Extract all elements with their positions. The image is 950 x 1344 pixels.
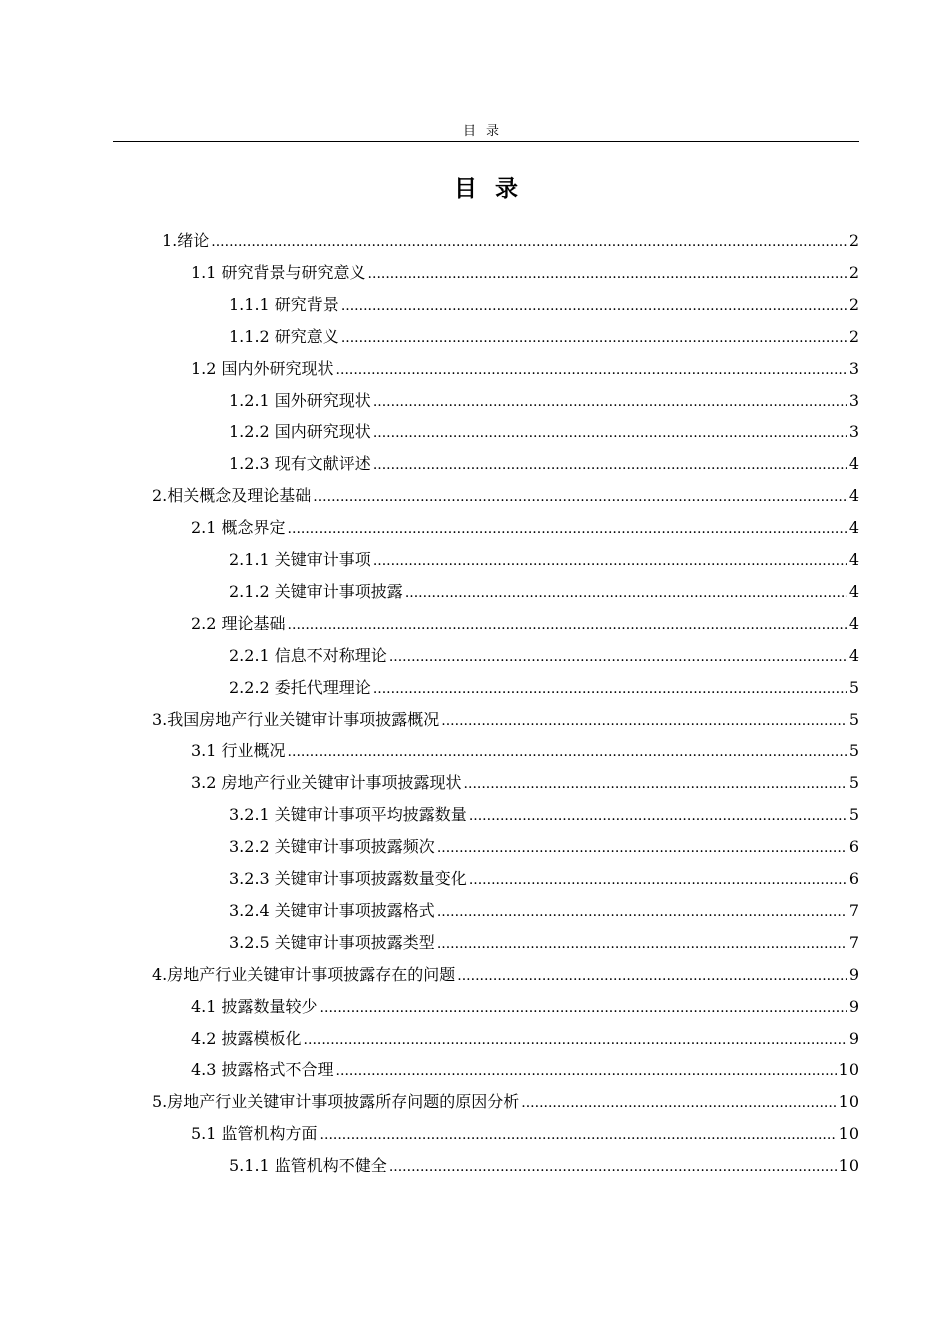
toc-entry[interactable] [229, 325, 859, 349]
toc-entry[interactable] [191, 995, 859, 1019]
toc-entry-label: 3.2.4 关键审计事项披露格式 [229, 900, 435, 920]
toc-entry[interactable] [191, 1027, 859, 1051]
toc-entry-page-number: 10 [838, 1124, 859, 1144]
toc-entry-label: 3.2 房地产行业关键审计事项披露现状 [191, 773, 462, 793]
toc-entry-label: 1.1 研究背景与研究意义 [191, 262, 366, 282]
toc-dot-leader [437, 931, 847, 955]
toc-entry[interactable] [191, 261, 859, 285]
toc-entry[interactable] [191, 516, 859, 540]
toc-entry-label: 3.2.3 关键审计事项披露数量变化 [229, 869, 467, 888]
toc-dot-leader [211, 229, 847, 253]
toc-entry-page-number: 4 [848, 518, 859, 538]
toc-entry-page-number: 6 [848, 837, 859, 857]
toc-dot-leader [288, 516, 847, 540]
toc-entry-page-number: 5 [848, 805, 859, 825]
toc-entry-label: 4.2 披露模板化 [191, 1028, 302, 1048]
toc-entry-page-number: 2 [848, 262, 859, 282]
toc-entry[interactable] [229, 803, 859, 827]
running-header: 目录 [462, 124, 509, 139]
toc-entry-label: 1.绪论 [162, 231, 210, 250]
toc-entry-page-number: 5 [848, 677, 859, 697]
toc-entry[interactable] [191, 739, 859, 763]
toc-entry-label: 4.3 披露格式不合理 [191, 1060, 334, 1080]
toc-entry-page-number: 4 [848, 486, 859, 506]
toc-dot-leader [336, 1058, 837, 1082]
toc-entry-page-number: 5 [848, 773, 859, 793]
toc-dot-leader [373, 548, 847, 572]
toc-entry-label: 2.2 理论基础 [191, 613, 286, 633]
toc-dot-leader [441, 708, 847, 732]
toc-entry[interactable] [229, 1154, 859, 1178]
toc-entry-label: 1.2.1 国外研究现状 [229, 390, 371, 410]
toc-entry-label: 2.1 概念界定 [191, 518, 286, 538]
header-rule [113, 141, 859, 142]
toc-entry-page-number: 3 [848, 390, 859, 410]
toc-dot-leader [469, 803, 847, 827]
toc-dot-leader [373, 676, 847, 700]
toc-dot-leader [341, 325, 847, 349]
toc-dot-leader [464, 771, 847, 795]
toc-entry-page-number: 2 [848, 326, 859, 346]
toc-entry-label: 4.房地产行业关键审计事项披露存在的问题 [152, 964, 456, 984]
toc-entry-label: 5.1 监管机构方面 [191, 1124, 318, 1144]
toc-entry-page-number: 5 [848, 741, 859, 761]
toc-entry-page-number: 2 [848, 231, 859, 250]
toc-entry[interactable] [152, 484, 859, 508]
toc-entry[interactable] [229, 580, 859, 604]
toc-entry-page-number: 4 [848, 645, 859, 665]
toc-entry[interactable] [191, 1058, 859, 1082]
toc-entry-page-number: 9 [848, 1028, 859, 1048]
toc-entry[interactable] [229, 867, 859, 891]
toc-entry-label: 3.2.5 关键审计事项披露类型 [229, 932, 435, 952]
toc-entry-label: 5.1.1 监管机构不健全 [229, 1156, 387, 1176]
toc-entry-label: 2.2.2 委托代理理论 [229, 677, 371, 697]
toc-entry-page-number: 7 [848, 932, 859, 952]
toc-dot-leader [437, 835, 847, 859]
toc-entry-label: 2.1.1 关键审计事项 [229, 550, 371, 569]
toc-entry-page-number: 10 [838, 1156, 859, 1176]
toc-entry-page-number: 9 [848, 964, 859, 984]
toc-dot-leader [373, 420, 847, 444]
toc-dot-leader [457, 963, 847, 987]
toc-entry[interactable] [229, 420, 859, 444]
toc-entry[interactable] [229, 835, 859, 859]
toc-entry-label: 2.相关概念及理论基础 [152, 486, 312, 506]
toc-dot-leader [288, 612, 847, 636]
toc-entry-label: 1.2 国内外研究现状 [191, 358, 334, 378]
toc-entry[interactable] [152, 708, 859, 732]
toc-dot-leader [313, 484, 847, 508]
toc-dot-leader [320, 1122, 837, 1146]
toc-dot-leader [336, 357, 847, 381]
toc-entry[interactable] [229, 452, 859, 476]
toc-entry-label: 4.1 披露数量较少 [191, 996, 318, 1016]
toc-entry[interactable] [191, 1122, 859, 1146]
toc-entry[interactable] [191, 771, 859, 795]
toc-entry-label: 5.房地产行业关键审计事项披露所存问题的原因分析 [152, 1092, 520, 1112]
toc-entry-label: 1.1.1 研究背景 [229, 294, 339, 314]
toc-dot-leader [389, 644, 847, 668]
toc-entry-label: 3.我国房地产行业关键审计事项披露概况 [152, 709, 440, 729]
toc-dot-leader [341, 293, 847, 317]
toc-entry-page-number: 3 [848, 422, 859, 442]
toc-dot-leader [521, 1090, 836, 1114]
toc-entry-label: 3.2.1 关键审计事项平均披露数量 [229, 805, 467, 825]
toc-entry-label: 1.1.2 研究意义 [229, 326, 339, 346]
toc-dot-leader [373, 389, 847, 413]
toc-entry-page-number: 10 [838, 1060, 859, 1080]
toc-entry[interactable] [229, 548, 859, 572]
toc-entry-page-number: 4 [848, 454, 859, 474]
toc-entry-label: 3.2.2 关键审计事项披露频次 [229, 837, 435, 857]
toc-dot-leader [437, 899, 847, 923]
toc-entry-label: 3.1 行业概况 [191, 741, 286, 761]
toc-dot-leader [320, 995, 847, 1019]
toc-title: 目录 [454, 176, 536, 202]
toc-dot-leader [304, 1027, 847, 1051]
toc-entry-page-number: 10 [838, 1092, 859, 1112]
toc-entry-page-number: 4 [848, 581, 859, 601]
toc-entry[interactable] [152, 1090, 859, 1114]
toc-entry-page-number: 6 [848, 869, 859, 888]
toc-dot-leader [405, 580, 847, 604]
toc-entry[interactable] [229, 899, 859, 923]
toc-entry[interactable] [152, 963, 859, 987]
toc-entry[interactable] [229, 389, 859, 413]
toc-dot-leader [389, 1154, 837, 1178]
toc-entry[interactable] [191, 357, 859, 381]
toc-entry-page-number: 9 [848, 996, 859, 1016]
toc-entry[interactable] [229, 931, 859, 955]
toc-entry[interactable] [229, 644, 859, 668]
toc-dot-leader [469, 867, 847, 891]
toc-dot-leader [373, 452, 847, 476]
toc-entry-label: 1.2.2 国内研究现状 [229, 422, 371, 442]
toc-entry-page-number: 4 [848, 550, 859, 569]
toc-entry[interactable] [162, 229, 859, 253]
toc-entry-label: 2.2.1 信息不对称理论 [229, 645, 387, 665]
toc-entry-page-number: 2 [848, 294, 859, 314]
toc-entry[interactable] [229, 293, 859, 317]
toc-entry-page-number: 3 [848, 358, 859, 378]
toc-entry-page-number: 4 [848, 613, 859, 633]
toc-entry-page-number: 7 [848, 900, 859, 920]
toc-entry-page-number: 5 [848, 709, 859, 729]
toc-dot-leader [288, 739, 847, 763]
toc-entry-label: 1.2.3 现有文献评述 [229, 454, 371, 474]
toc-entry[interactable] [191, 612, 859, 636]
toc-entry-label: 2.1.2 关键审计事项披露 [229, 581, 403, 601]
toc-dot-leader [368, 261, 847, 285]
toc-entry[interactable] [229, 676, 859, 700]
